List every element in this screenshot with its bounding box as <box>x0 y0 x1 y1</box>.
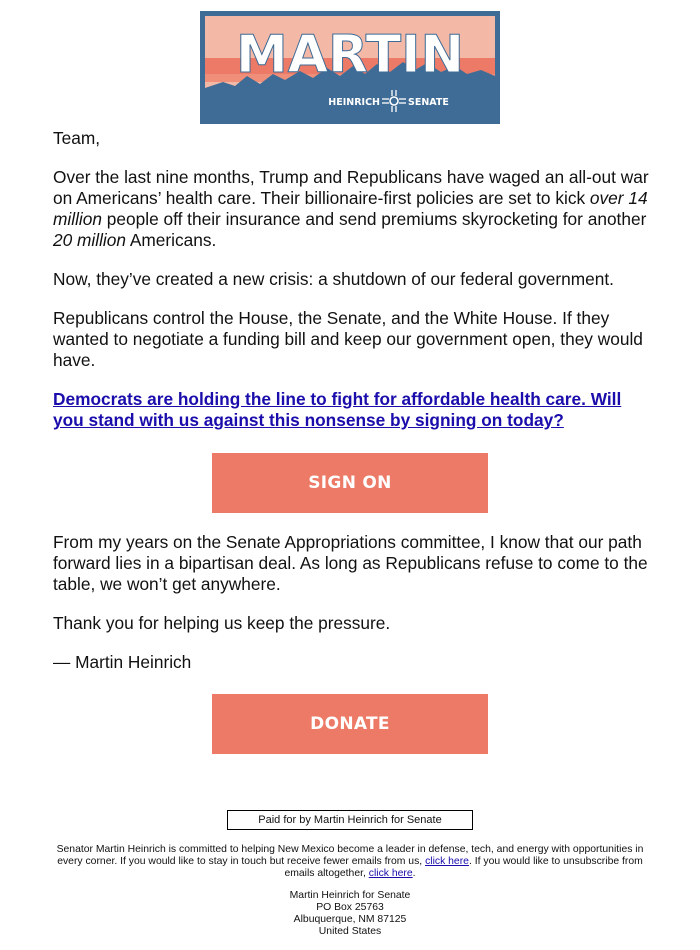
paid-for-box: Paid for by Martin Heinrich for Senate <box>227 810 473 830</box>
p1-text-b: people off their insurance and send premiums skyrocketing for another <box>101 209 647 229</box>
address-line: PO Box 25763 <box>316 902 384 913</box>
sign-on-link[interactable]: Democrats are holding the line to fight for affordable health care. Will you stand with us against this nonsense by signing on today? <box>53 389 622 430</box>
p1-text-c: Americans. <box>126 230 217 250</box>
sign-on-button[interactable]: SIGN ON <box>212 453 488 513</box>
paragraph-2: Now, they’ve created a new crisis: a shutdown of our federal government. <box>53 269 614 289</box>
signature: — Martin Heinrich <box>53 652 192 672</box>
logo-first: HEINRICH <box>328 97 380 108</box>
logo-second: SENATE <box>408 97 449 108</box>
paragraph-3: Republicans control the House, the Senate, and the White House. If they wanted to negotiate a funding bill and keep our government open, they would have. <box>53 308 643 370</box>
paragraph-5: Thank you for helping us keep the pressure. <box>53 613 391 633</box>
address-line: United States <box>318 926 382 937</box>
donate-button[interactable]: DONATE <box>212 694 488 754</box>
paragraph-1 <box>53 167 653 251</box>
disclaimer-text-b: . If you would like to unsubscribe from emails altogether, <box>284 856 643 879</box>
p1-text-a: Over the last nine months, Trump and Republicans have waged an all-out war on Americans’ health care. Their billionaire-first policies are set to kick <box>53 167 649 208</box>
email-body-continued <box>53 532 653 691</box>
paragraph-4: From my years on the Senate Appropriations committee, I know that our path forward lies in a bipartisan deal. As long as Republicans refuse to come to the table, we won’t get anywhere. <box>53 532 648 594</box>
mailing-address <box>200 890 500 938</box>
unsubscribe-link[interactable]: click here <box>368 868 413 879</box>
email-body <box>53 128 653 431</box>
p1-emphasis-b: 20 million <box>53 230 126 250</box>
footer-disclaimer <box>55 844 645 880</box>
fewer-emails-link[interactable]: click here <box>425 856 469 867</box>
disclaimer-text-a: Senator Martin Heinrich is committed to helping New Mexico become a leader in defense, tech, and energy with opportunities in every corner. If you would like to stay in touch but receive fewer emails from us, <box>56 844 644 867</box>
campaign-logo[interactable] <box>200 11 500 124</box>
p1-emphasis-a: over 14 million <box>53 188 648 229</box>
logo-name: MARTIN <box>235 25 465 85</box>
disclaimer-text-c: . <box>412 868 416 879</box>
greeting: Team, <box>53 128 101 148</box>
address-line: Martin Heinrich for Senate <box>289 890 411 901</box>
address-line: Albuquerque, NM 87125 <box>293 914 407 925</box>
logo-graphic <box>205 16 495 119</box>
